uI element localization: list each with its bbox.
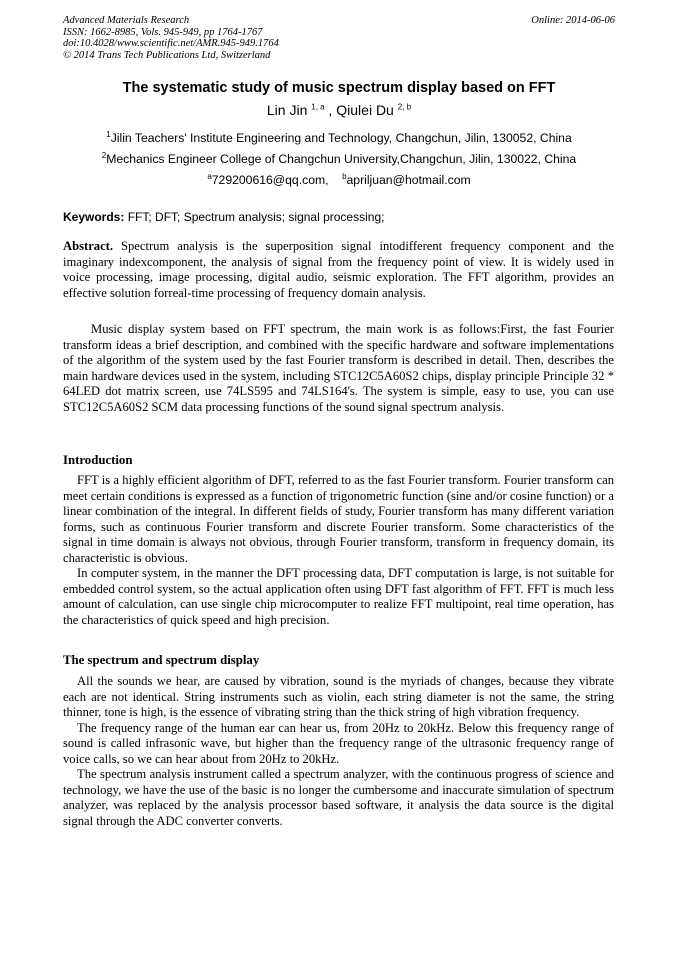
journal-header [63,15,279,61]
email-sup: a [207,171,212,181]
issn: ISSN: 1662-8985, Vols. 945-949, pp 1764-1767 [63,26,263,38]
author-sup: 1, a [311,102,325,112]
affiliation-sup: 1 [106,129,111,139]
keywords-text: FFT; DFT; Spectrum analysis; signal processing; [127,210,385,224]
abstract-text: Spectrum analysis is the superposition signal intodifferent frequency component and the imaginary indexcomponent, the analysis of signal from the frequency point of view. It is widely used in voice processing, image processing, digital audio, seismic exploration. The FFT algorithm, provides an effective solution forreal-time processing of frequency domain analysis. [63,239,614,300]
paragraph: In computer system, in the manner the DFT processing data, DFT computation is large, is not suitable for embedded control system, so the actual application often using DFT fast algorithm of FFT. FFT is much less amount of calculation, can use single chip microcomputer to realize FFT multipoint, real time operation, has the characteristics of quick speed and high precision. [63,566,614,627]
doi: doi:10.4028/www.scientific.net/AMR.945-949.1764 [63,38,279,49]
email-b: apriljuan@hotmail.com [346,173,471,187]
keywords [63,210,384,224]
author-separator: , [324,102,337,118]
section-heading-spectrum: The spectrum and spectrum display [63,653,260,667]
email-sup: b [342,171,347,181]
author-name: Lin Jin [266,102,308,118]
affiliation-text: Mechanics Engineer College of Changchun University,Changchun, Jilin, 130022, China [106,152,577,166]
spectrum-body [63,674,614,829]
affiliation-1 [0,131,678,145]
affiliation-text: Jilin Teachers' Institute Engineering and Technology, Changchun, Jilin, 130052, China [110,131,572,145]
paragraph: The frequency range of the human ear can hear us, from 20Hz to 20kHz. Below this frequency range of sound is called infrasonic wave, but higher than the frequency range of the ultrasonic frequency range of voice calls, so we can hear about from 20Hz to 20kHz. [63,720,614,766]
email-line [0,173,678,187]
paragraph: The spectrum analysis instrument called a spectrum analyzer, with the continuous progress of science and technology, we have the use of the basic is no longer the cumbersome and inaccurate simulation of spectrum analyzer, was replaced by the analysis processor based software, it analysis the data source is the digital signal through the ADC converter converts. [63,767,614,828]
author-name: Qiulei Du [336,102,394,118]
section-heading-introduction: Introduction [63,453,133,467]
author-line [0,102,678,118]
abstract-paragraph-2 [63,322,614,415]
journal-name: Advanced Materials Research [63,15,190,26]
introduction-body [63,473,614,628]
paragraph: All the sounds we hear, are caused by vibration, sound is the myriads of changes, because they vibrate each are not identical. String instruments such as violin, each string diameter is not the same, the string thinner, tone is high, is the essence of vibrating string than the thick string of high vibration frequency. [63,674,614,719]
affiliation-sup: 2 [101,150,107,160]
keywords-label: Keywords: [63,210,125,224]
paragraph: Music display system based on FFT spectrum, the main work is as follows:First, the fast Fourier transform ideas a brief description, and combined with the specific hardware and software implementations of the algorithm of the system used by the fast Fourier transform is described in detail. Then, describes the main hardware devices used in the system, including STC12C5A60S2 chips, display principle Principle 32 * 64LED dot matrix screen, use 74LS595 and 74LS164's. The system is simple, easy to use, you can use STC12C5A60S2 SCM data processing functions of the sound signal spectrum analysis. [63,322,614,414]
abstract-label: Abstract. [63,239,114,253]
abstract [63,239,614,301]
online-date: Online: 2014-06-06 [531,15,615,26]
paragraph: FFT is a highly efficient algorithm of DFT, referred to as the fast Fourier transform. Fourier transform can meet certain conditions is expressed as a function of trigonometric function (sine and/or cosine function) or a linear combination of the integral. In different fields of study, Fourier transform has many different variation forms, such as continuous Fourier transform and discrete Fourier transform. Some characteristics of the signal in time domain is always not obvious, through Fourier transform, transform in frequency domain, its characteristic is obvious. [63,473,614,565]
author-sup: 2, b [397,102,412,112]
copyright: © 2014 Trans Tech Publications Ltd, Switzerland [63,49,271,61]
affiliation-2 [0,152,678,166]
paper-title: The systematic study of music spectrum display based on FFT [122,80,556,96]
email-a: 729200616@qq.com, [211,173,329,187]
